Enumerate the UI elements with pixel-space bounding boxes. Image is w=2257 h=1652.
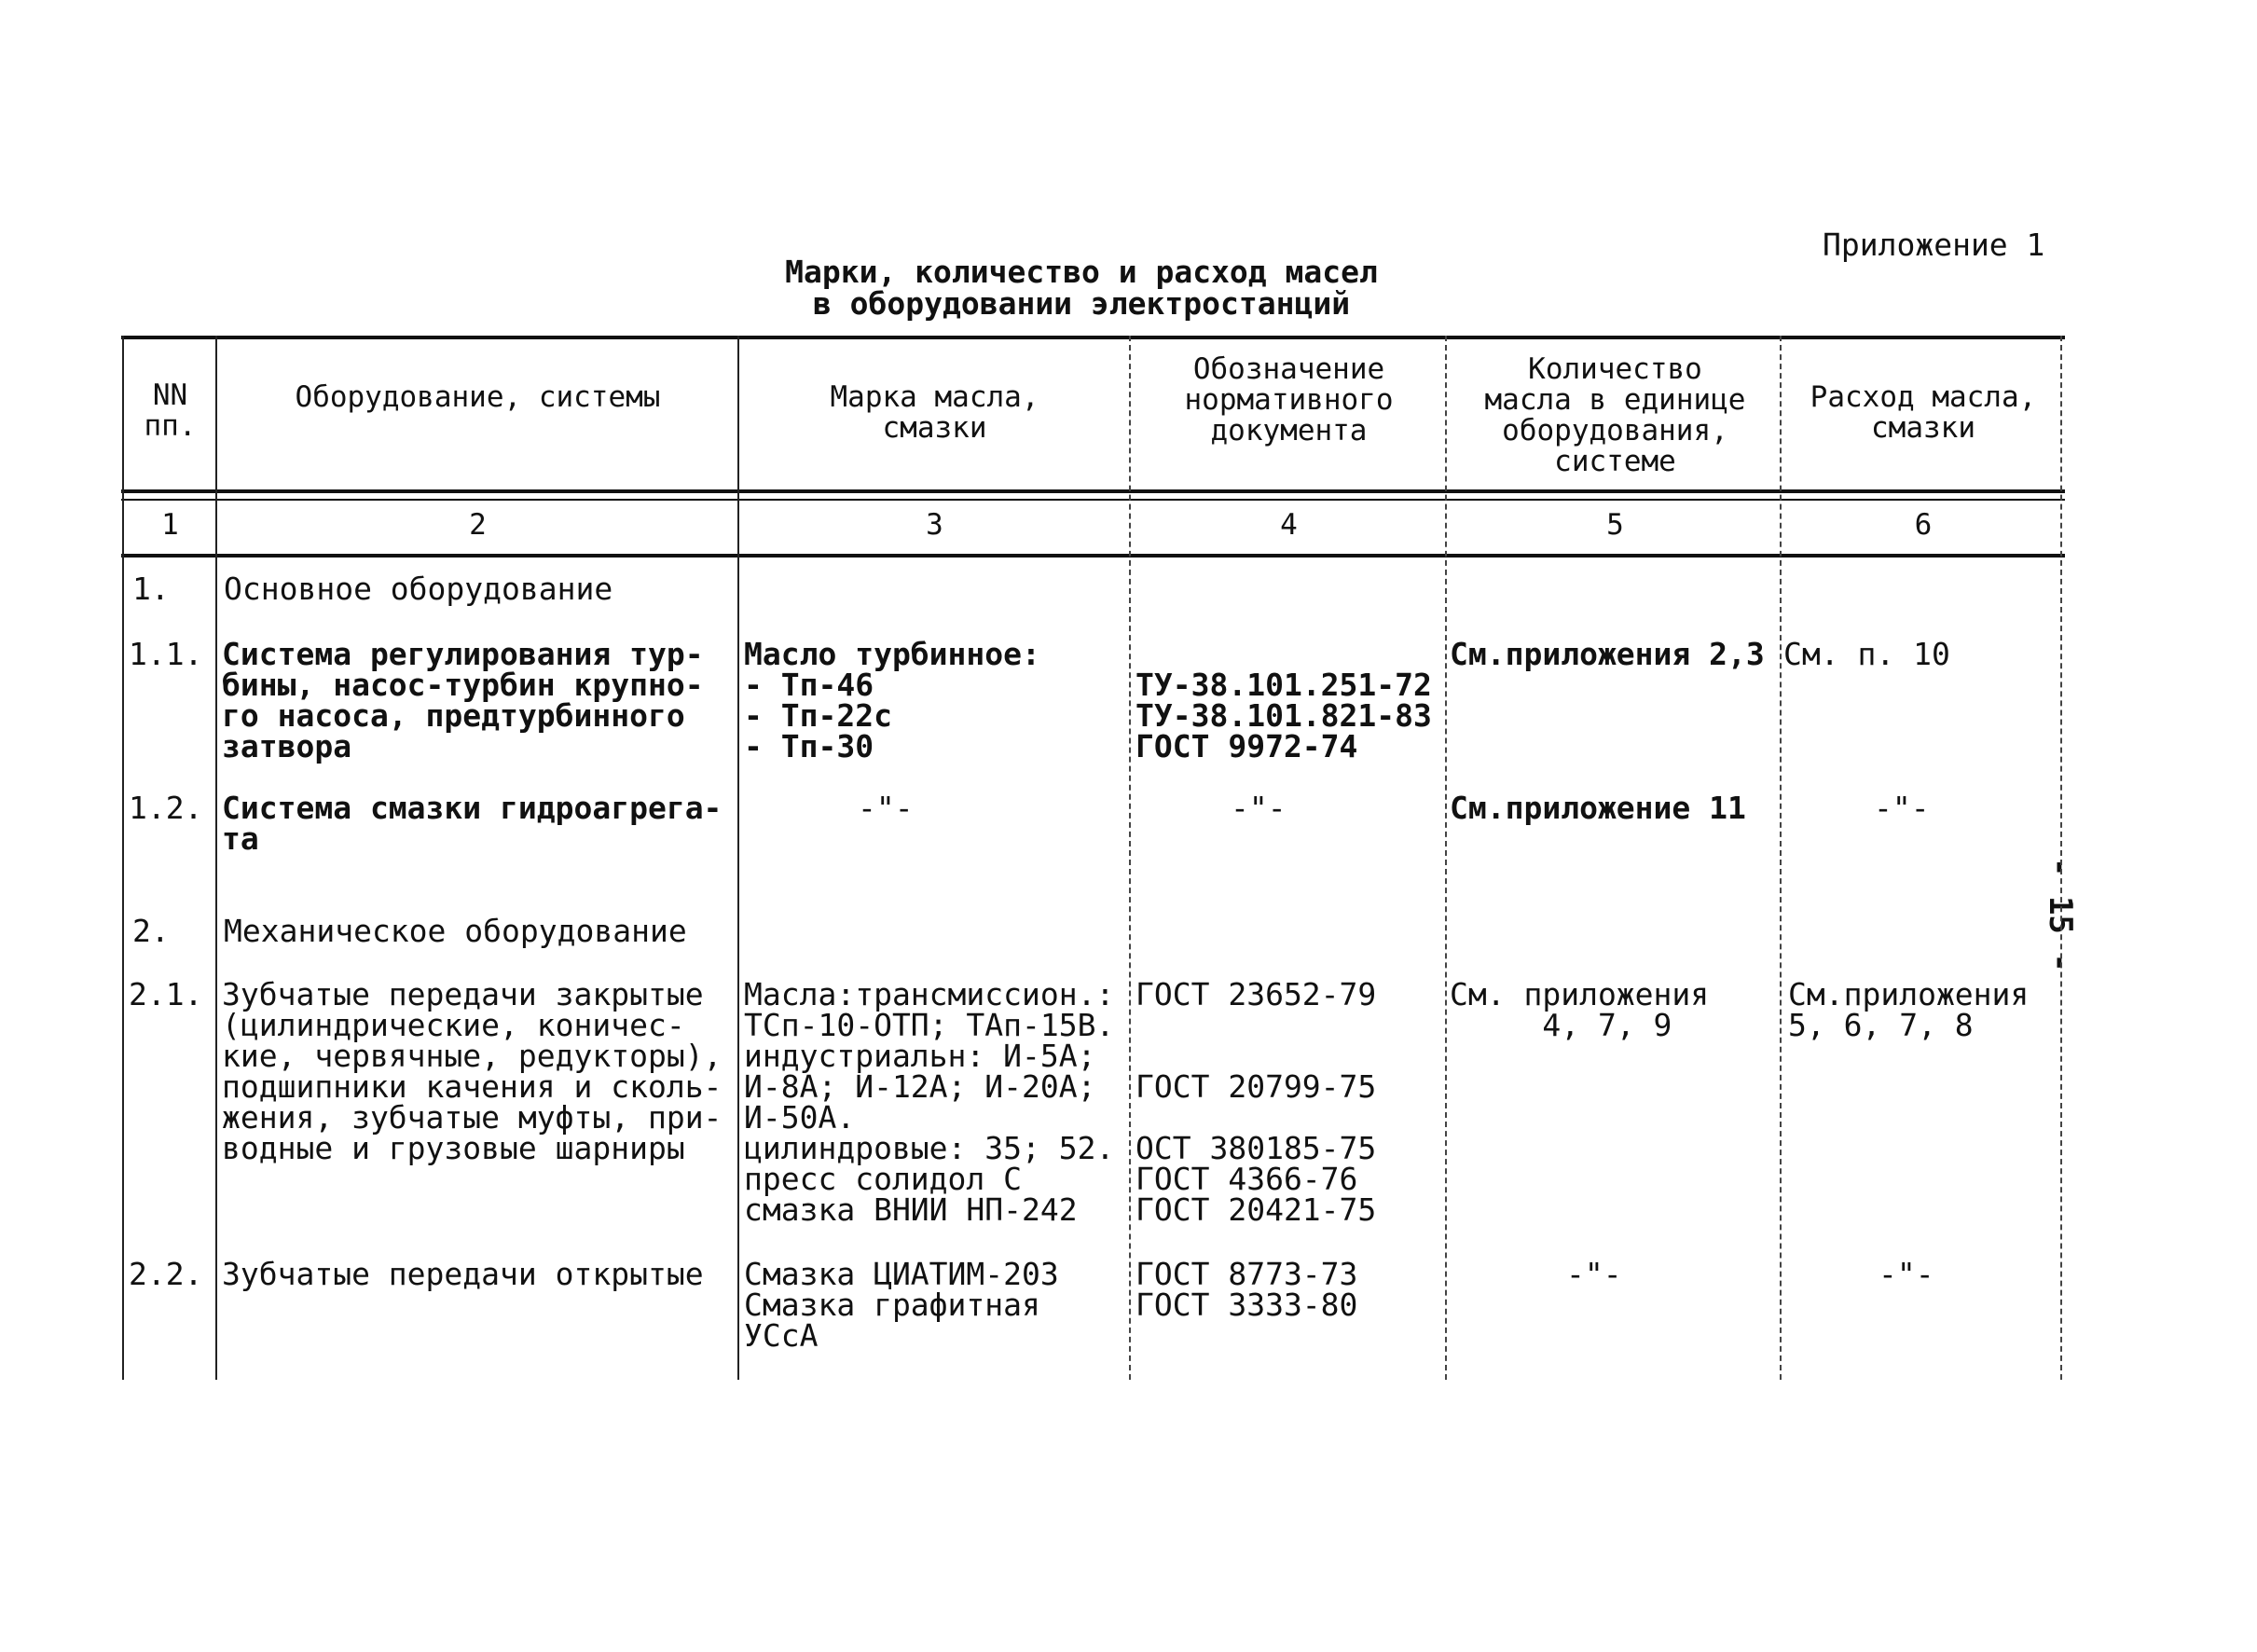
- header-equipment: Оборудование, системы: [295, 380, 661, 414]
- oil-brand-cell: Смазка ЦИАТИМ-203 Смазка графитная УСсА: [744, 1256, 1059, 1354]
- equipment-cell: Система регулирования тур- бины, насос-турбин крупно- го насоса, предтурбинного затвора: [222, 636, 704, 764]
- page-number: - 15 -: [2042, 858, 2079, 972]
- column-divider: [1780, 336, 1782, 1380]
- standard-cell: ГОСТ 8773-73 ГОСТ 3333-80: [1135, 1256, 1358, 1323]
- row-number: 2.: [132, 913, 170, 949]
- column-numbers-top-border: [121, 499, 2065, 501]
- quantity-cell: См.приложения 2,3: [1450, 636, 1765, 672]
- row-number: 2.2.: [129, 1256, 203, 1292]
- table-top-border: [121, 336, 2065, 339]
- header-quantity: Количество масла в единице оборудования, системе: [1484, 352, 1746, 478]
- standard-cell: -"-: [1231, 790, 1287, 826]
- column-divider: [1129, 336, 1131, 1380]
- column-divider: [215, 336, 217, 1380]
- consumption-cell: См.приложения 5, 6, 7, 8: [1788, 976, 2030, 1043]
- equipment-cell: Система смазки гидроагрега- та: [222, 790, 723, 857]
- row-number: 1.1.: [129, 636, 203, 672]
- equipment-cell: Зубчатые передачи открытые: [222, 1256, 704, 1292]
- header-number: NN пп.: [144, 379, 197, 443]
- quantity-cell: См.приложение 11: [1450, 790, 1746, 826]
- header-consumption: Расход масла, смазки: [1810, 380, 2037, 445]
- column-numbers-bottom-border: [121, 554, 2065, 558]
- section-title: Основное оборудование: [224, 571, 613, 607]
- column-number: 5: [1606, 508, 1624, 542]
- quantity-cell: -"-: [1566, 1256, 1622, 1292]
- standard-cell: ТУ-38.101.251-72 ТУ-38.101.821-83 ГОСТ 9972-74: [1135, 667, 1432, 764]
- oil-brand-cell: -"-: [858, 790, 914, 826]
- row-number: 1.2.: [129, 790, 203, 826]
- row-number: 1.: [132, 571, 170, 607]
- table-left-border: [122, 336, 124, 1380]
- section-title: Механическое оборудование: [224, 913, 687, 949]
- column-divider: [737, 336, 739, 1380]
- column-number: 4: [1280, 508, 1298, 542]
- oil-brand-cell: Масла:трансмиссион.: ТСп-10-ОТП; ТАп-15В. индустриальн: И-5А; И-8А; И-12А; И-20А; И-50А. цилиндровые: 35; 52. пресс солидол С смазка ВНИИ НП-242: [744, 976, 1115, 1228]
- oil-brand-cell: Масло турбинное: - Тп-46 - Тп-22с - Тп-30: [744, 636, 1040, 764]
- row-number: 2.1.: [129, 976, 203, 1012]
- standard-cell: ГОСТ 23652-79 ГОСТ 20799-75 ОСТ 380185-75 ГОСТ 4366-76 ГОСТ 20421-75: [1135, 976, 1377, 1228]
- title-line: в оборудовании электростанций: [812, 285, 1351, 322]
- column-number: 1: [161, 508, 179, 542]
- column-number: 3: [926, 508, 943, 542]
- document-title: [709, 256, 1454, 320]
- header-oil-brand: Марка масла, смазки: [830, 380, 1039, 445]
- consumption-cell: -"-: [1879, 1256, 1934, 1292]
- column-number: 6: [1914, 508, 1933, 542]
- equipment-cell: Зубчатые передачи закрытые (цилиндрические, коничес- кие, червячные, редукторы), подшипники качения и сколь- жения, зубчатые муфты, при- водные и грузовые шарниры: [222, 976, 723, 1166]
- table-right-border: [2060, 336, 2062, 1380]
- consumption-cell: См. п. 10: [1783, 636, 1950, 672]
- header-standard: Обозначение нормативного документа: [1184, 352, 1394, 447]
- consumption-cell: -"-: [1874, 790, 1930, 826]
- column-number: 2: [469, 508, 487, 542]
- quantity-cell: См. приложения 4, 7, 9: [1450, 976, 1710, 1043]
- column-divider: [1445, 336, 1447, 1380]
- title-line: Марки, количество и расход масел: [785, 254, 1378, 290]
- header-bottom-border: [121, 489, 2065, 493]
- appendix-label: Приложение 1: [1823, 227, 2045, 263]
